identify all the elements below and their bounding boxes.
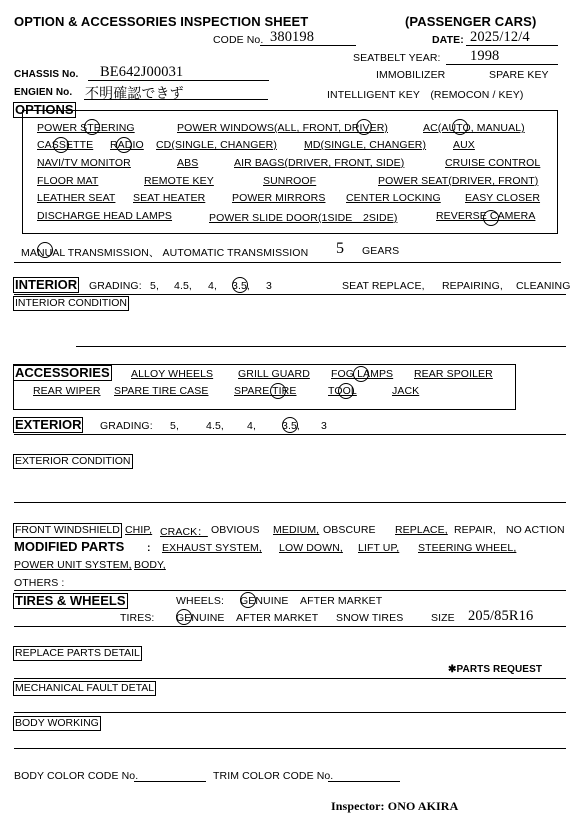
- accessory-tool: TOOL: [328, 385, 357, 397]
- parts-request-label: ✱PARTS REQUEST: [448, 664, 543, 675]
- interior-grading-label: GRADING:: [89, 280, 142, 292]
- option-leather-seat: LEATHER SEAT: [37, 192, 116, 204]
- exterior-grading-label: GRADING:: [100, 420, 153, 432]
- mark-circle-manual: [37, 242, 53, 258]
- option-discharge-lamps: DISCHARGE HEAD LAMPS: [37, 210, 173, 222]
- option-easy-closer: EASY CLOSER: [465, 192, 541, 204]
- sheet-title: OPTION & ACCESSORIES INSPECTION SHEET: [14, 14, 309, 29]
- exterior-grade-4-5: 4.5,: [206, 420, 224, 432]
- interior-grade-5: 5,: [150, 280, 159, 292]
- accessory-rear-wiper: REAR WIPER: [33, 385, 101, 397]
- size-value[interactable]: 205/85R16: [468, 608, 534, 624]
- accessory-fog-lamps: FOG LAMPS: [331, 368, 394, 380]
- engine-value[interactable]: 不明確認できず: [85, 87, 184, 102]
- accessory-spare-tire-case: SPARE TIRE CASE: [114, 385, 209, 397]
- accessory-spare-tire: SPARE TIRE: [234, 385, 297, 397]
- mark-circle-exterior-grade: [282, 417, 298, 433]
- mark-circle-cassette: [53, 137, 69, 153]
- modified-low-down: LOW DOWN,: [279, 542, 343, 554]
- mark-circle-reverse-camera: [483, 210, 499, 226]
- engine-label: ENGIEN No.: [14, 87, 73, 98]
- mark-circle-fog-lamps: [353, 366, 369, 382]
- option-aux: AUX: [453, 139, 475, 151]
- interior-cleaning: CLEANING: [516, 280, 571, 292]
- transmission-label: MANUAL TRANSMISSION、 AUTOMATIC TRANSMISSION: [21, 247, 309, 259]
- interior-grade-4-5: 4.5,: [174, 280, 192, 292]
- option-floor-mat: FLOOR MAT: [37, 175, 99, 187]
- seatbelt-value[interactable]: 1998: [470, 48, 500, 64]
- mark-circle-radio: [116, 137, 132, 153]
- mark-circle-interior-grade: [232, 277, 248, 293]
- snow-tires: SNOW TIRES: [336, 612, 404, 624]
- option-sunroof: SUNROOF: [263, 175, 317, 187]
- option-power-seat: POWER SEAT(DRIVER, FRONT): [378, 175, 539, 187]
- interior-grade-3: 3: [266, 280, 272, 292]
- tires-genuine: GENUINE: [176, 612, 225, 624]
- code-value[interactable]: 380198: [270, 29, 315, 45]
- option-remote-key: REMOTE KEY: [144, 175, 214, 187]
- option-md: MD(SINGLE, CHANGER): [304, 139, 427, 151]
- option-seat-heater: SEAT HEATER: [133, 192, 206, 204]
- option-cassette: CASSETTE: [37, 139, 94, 151]
- windshield-medium: MEDIUM,: [273, 524, 320, 536]
- accessories-heading: ACCESSORIES: [15, 365, 110, 380]
- option-power-mirrors: POWER MIRRORS: [232, 192, 326, 204]
- immobilizer-option: IMMOBILIZER: [376, 69, 446, 81]
- option-ac: AC(AUTO, MANUAL): [423, 122, 525, 134]
- accessory-rear-spoiler: REAR SPOILER: [414, 368, 493, 380]
- option-radio: RADIO: [110, 139, 144, 151]
- mark-circle-spare-tire: [270, 383, 286, 399]
- mark-circle-tires-genuine: [176, 609, 192, 625]
- option-power-windows: POWER WINDOWS(ALL, FRONT, DRIVER): [177, 122, 388, 134]
- windshield-repair: REPAIR,: [454, 524, 496, 536]
- windshield-crack: CRACK：: [160, 526, 208, 538]
- chassis-label: CHASSIS No.: [14, 69, 79, 80]
- exterior-grade-3-5: 3.5,: [282, 420, 300, 432]
- wheels-aftermarket: AFTER MARKET: [300, 595, 383, 607]
- mark-circle-power-steering: [84, 119, 100, 135]
- size-label: SIZE: [431, 612, 455, 624]
- inspector-name: Inspector: ONO AKIRA: [331, 799, 459, 813]
- seatbelt-label: SEATBELT YEAR:: [353, 52, 441, 64]
- option-power-steering: POWER STEERING: [37, 122, 135, 134]
- mark-circle-power-windows: [356, 119, 372, 135]
- option-reverse-camera: REVERSE CAMERA: [436, 210, 536, 222]
- accessory-grill-guard: GRILL GUARD: [238, 368, 310, 380]
- interior-repairing: REPAIRING,: [442, 280, 503, 292]
- vehicle-type: (PASSENGER CARS): [405, 14, 537, 29]
- exterior-grade-4: 4,: [247, 420, 256, 432]
- accessory-jack: JACK: [392, 385, 420, 397]
- windshield-replace: REPLACE,: [395, 524, 448, 536]
- replace-parts-label: REPLACE PARTS DETAIL: [15, 647, 140, 659]
- interior-seat-replace: SEAT REPLACE,: [342, 280, 425, 292]
- interior-condition-label: INTERIOR CONDITION: [15, 297, 127, 309]
- mechanical-fault-label: MECHANICAL FAULT DETAL: [15, 682, 155, 694]
- modified-colon: :: [147, 542, 151, 554]
- mark-circle-ac: [452, 119, 468, 135]
- windshield-no-action: NO ACTION: [506, 524, 565, 536]
- interior-grade-4: 4,: [208, 280, 217, 292]
- modified-body: BODY,: [134, 559, 166, 571]
- option-navi: NAVI/TV MONITOR: [37, 157, 131, 169]
- intelligent-key-option: INTELLIGENT KEY (REMOCON / KEY): [327, 89, 524, 101]
- windshield-obvious: OBVIOUS: [211, 524, 260, 536]
- body-working-label: BODY WORKING: [15, 717, 99, 729]
- accessory-alloy-wheels: ALLOY WHEELS: [131, 368, 214, 380]
- windshield-label: FRONT WINDSHIELD: [15, 524, 120, 536]
- modified-power-unit: POWER UNIT SYSTEM,: [14, 559, 132, 571]
- option-power-slide-door: POWER SLIDE DOOR(1SIDE 2SIDE): [209, 212, 398, 224]
- options-heading: OPTIONS: [15, 102, 74, 117]
- modified-steering-wheel: STEERING WHEEL,: [418, 542, 517, 554]
- gears-value[interactable]: 5: [336, 240, 345, 257]
- modified-lift-up: LIFT UP,: [358, 542, 400, 554]
- mark-circle-wheels-genuine: [240, 592, 256, 608]
- option-cruise-control: CRUISE CONTROL: [445, 157, 541, 169]
- wheels-genuine: GENUINE: [240, 595, 289, 607]
- mark-circle-tool: [338, 383, 354, 399]
- trim-color-label: TRIM COLOR CODE No.: [213, 770, 334, 782]
- body-color-label: BODY COLOR CODE No.: [14, 770, 139, 782]
- option-abs: ABS: [177, 157, 199, 169]
- modified-heading: MODIFIED PARTS: [14, 539, 125, 554]
- tires-label: TIRES:: [120, 612, 155, 624]
- tires-aftermarket: AFTER MARKET: [236, 612, 319, 624]
- gears-label: GEARS: [362, 245, 400, 257]
- exterior-heading: EXTERIOR: [15, 417, 82, 432]
- date-label: DATE:: [432, 34, 464, 46]
- option-center-locking: CENTER LOCKING: [346, 192, 441, 204]
- date-value[interactable]: 2025/12/4: [470, 29, 530, 45]
- exterior-grade-3: 3: [321, 420, 327, 432]
- wheels-label: WHEELS:: [176, 595, 224, 607]
- exterior-grade-5: 5,: [170, 420, 179, 432]
- modified-exhaust: EXHAUST SYSTEM,: [162, 542, 262, 554]
- windshield-obscure: OBSCURE: [323, 524, 376, 536]
- windshield-chip: CHIP,: [125, 524, 153, 536]
- interior-heading: INTERIOR: [15, 277, 78, 292]
- interior-grade-3-5: 3.5,: [232, 280, 250, 292]
- code-label: CODE No.: [213, 34, 264, 46]
- option-cd: CD(SINGLE, CHANGER): [156, 139, 277, 151]
- spare-key-option: SPARE KEY: [489, 69, 549, 81]
- chassis-value[interactable]: BE642J00031: [100, 64, 184, 80]
- option-airbags: AIR BAGS(DRIVER, FRONT, SIDE): [234, 157, 405, 169]
- others-label: OTHERS :: [14, 577, 65, 589]
- exterior-condition-label: EXTERIOR CONDITION: [15, 455, 131, 467]
- tires-heading: TIRES & WHEELS: [15, 593, 126, 608]
